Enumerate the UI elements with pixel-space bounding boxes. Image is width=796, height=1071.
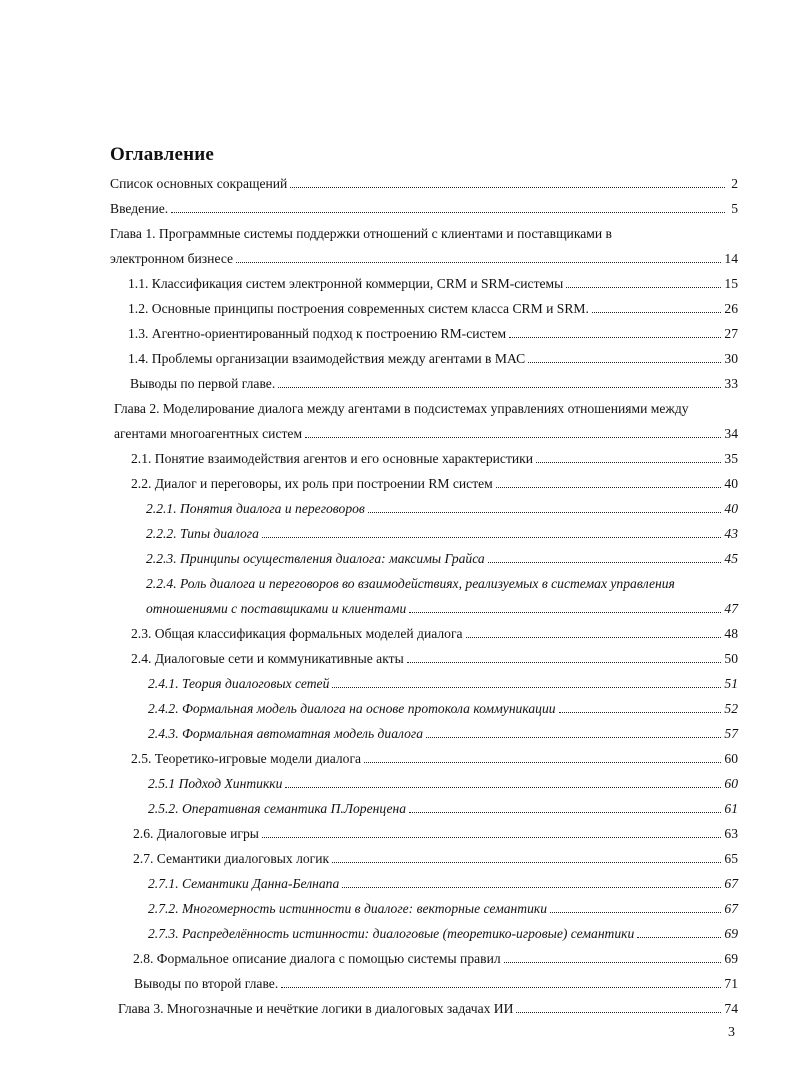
dot-leader [504, 962, 722, 963]
toc-entry[interactable] [146, 525, 738, 542]
dot-leader [262, 537, 722, 538]
toc-entry-title: 2.1. Понятие взаимодействия агентов и его основные характеристики [131, 451, 534, 466]
toc-entry-page: 61 [724, 801, 738, 816]
toc-entry-page: 50 [724, 651, 738, 666]
toc-entry-page: 14 [724, 251, 738, 266]
toc-entry[interactable] [131, 625, 738, 642]
toc-entry[interactable] [114, 425, 738, 442]
toc-entry[interactable] [148, 700, 738, 717]
toc-entry-title: 2.2. Диалог и переговоры, их роль при построении RM систем [131, 476, 493, 491]
toc-entry-page: 5 [731, 201, 738, 216]
dot-leader [409, 612, 721, 613]
toc-entry[interactable] [128, 275, 738, 292]
toc-entry-page: 27 [724, 326, 738, 341]
dot-leader [409, 812, 721, 813]
toc-entry[interactable] [131, 650, 738, 667]
dot-leader [285, 787, 721, 788]
toc-entry-page: 48 [724, 626, 738, 641]
toc-entry-title: 2.4.3. Формальная автоматная модель диалога [148, 726, 424, 741]
dot-leader [496, 487, 722, 488]
toc-entry-title: 2.4.2. Формальная модель диалога на основе протокола коммуникации [148, 701, 556, 716]
toc-entry-title: 1.3. Агентно-ориентированный подход к построению RM-систем [128, 326, 507, 341]
toc-entry-page: 67 [724, 901, 738, 916]
toc-entry-title: 2.2.3. Принципы осуществления диалога: максимы Грайса [146, 551, 485, 566]
toc-entry-first-line[interactable]: Глава 2. Моделирование диалога между агентами в подсистемах управлениях отношениями между [114, 401, 689, 416]
toc-entry-page: 51 [724, 676, 738, 691]
toc-entry-page: 74 [724, 1001, 738, 1016]
toc-entry-page: 33 [724, 376, 738, 391]
toc-entry-page: 52 [724, 701, 738, 716]
dot-leader [637, 937, 721, 938]
toc-entry[interactable] [118, 1000, 738, 1017]
page-number: 3 [728, 1025, 735, 1040]
dot-leader [171, 212, 725, 213]
toc-entry[interactable] [131, 750, 738, 767]
toc-entry[interactable] [130, 375, 738, 392]
toc-entry[interactable] [134, 975, 738, 992]
dot-leader [488, 562, 722, 563]
toc-entry-title: 2.5.1 Подход Хинтикки [148, 776, 283, 791]
toc-entry-page: 67 [724, 876, 738, 891]
toc-entry[interactable] [146, 550, 738, 567]
toc-entry-title: Список основных сокращений [110, 176, 288, 191]
dot-leader [466, 637, 722, 638]
toc-entry-title: 2.2.1. Понятия диалога и переговоров [146, 501, 365, 516]
dot-leader [407, 662, 722, 663]
dot-leader [516, 1012, 721, 1013]
toc-entry-title: 2.5. Теоретико-игровые модели диалога [131, 751, 362, 766]
dot-leader [559, 712, 722, 713]
toc-entry-page: 43 [724, 526, 738, 541]
dot-leader [509, 337, 721, 338]
toc-entry[interactable] [133, 950, 738, 967]
dot-leader [536, 462, 721, 463]
toc-entry-title: 2.7. Семантики диалоговых логик [133, 851, 330, 866]
toc-entry-page: 60 [724, 751, 738, 766]
toc-entry-title: 2.3. Общая классификация формальных моделей диалога [131, 626, 463, 641]
dot-leader [566, 287, 721, 288]
toc-entry-title: 2.5.2. Оперативная семантика П.Лоренцена [148, 801, 407, 816]
toc-entry-title: 1.2. Основные принципы построения современных систем класса CRM и SRM. [128, 301, 589, 316]
toc-entry[interactable] [148, 725, 738, 742]
dot-leader [236, 262, 721, 263]
toc-entry-title: 2.6. Диалоговые игры [133, 826, 259, 841]
toc-entry-page: 35 [724, 451, 738, 466]
toc-entry-title: 2.7.1. Семантики Данна-Белнапа [148, 876, 340, 891]
dot-leader [305, 437, 721, 438]
toc-heading: Оглавление [110, 144, 215, 165]
dot-leader [281, 987, 721, 988]
toc-entry-page: 40 [724, 501, 738, 516]
dot-leader [364, 762, 721, 763]
dot-leader [278, 387, 721, 388]
toc-entry[interactable] [146, 600, 738, 617]
toc-entry[interactable] [128, 300, 738, 317]
toc-entry-title: Выводы по второй главе. [134, 976, 279, 991]
dot-leader [332, 687, 721, 688]
toc-entry-title: 2.4. Диалоговые сети и коммуникативные акты [131, 651, 404, 666]
toc-entry-title: 2.7.3. Распределённость истинности: диалоговые (теоретико-игровые) семантики [148, 926, 635, 941]
toc-entry[interactable] [148, 925, 738, 942]
toc-entry-title-continuation: агентами многоагентных систем [114, 426, 303, 441]
toc-entry[interactable] [148, 775, 738, 792]
toc-entry-title: 2.8. Формальное описание диалога с помощью системы правил [133, 951, 501, 966]
toc-entry-page: 34 [724, 426, 738, 441]
dot-leader [368, 512, 722, 513]
dot-leader [342, 887, 721, 888]
toc-entry-page: 69 [724, 951, 738, 966]
dot-leader [426, 737, 721, 738]
dot-leader [528, 362, 721, 363]
toc-entry-first-line[interactable]: 2.2.4. Роль диалога и переговоров во взаимодействиях, реализуемых в системах управления [146, 576, 675, 591]
toc-entry-title-continuation: электронном бизнесе [110, 251, 234, 266]
toc-entry[interactable] [133, 850, 738, 867]
toc-entry-page: 47 [724, 601, 738, 616]
toc-entry[interactable] [148, 900, 738, 917]
toc-entry[interactable] [148, 800, 738, 817]
toc-entry[interactable] [131, 475, 738, 492]
toc-entry-title: Глава 3. Многозначные и нечёткие логики в диалоговых задачах ИИ [118, 1001, 514, 1016]
toc-entry-title: Введение. [110, 201, 169, 216]
toc-entry-title: 2.7.2. Многомерность истинности в диалоге: векторные семантики [148, 901, 548, 916]
toc-entry-title: 2.4.1. Теория диалоговых сетей [148, 676, 330, 691]
toc-entry-page: 71 [724, 976, 738, 991]
toc-entry-page: 65 [724, 851, 738, 866]
toc-entry-title: 1.1. Классификация систем электронной коммерции, CRM и SRM-системы [128, 276, 564, 291]
toc-entry-page: 60 [724, 776, 738, 791]
toc-entry-title: 1.4. Проблемы организации взаимодействия между агентами в МАС [128, 351, 526, 366]
toc-entry-title: Выводы по первой главе. [130, 376, 276, 391]
dot-leader [262, 837, 722, 838]
toc-entry[interactable] [110, 250, 738, 267]
toc-entry-title-continuation: отношениями с поставщиками и клиентами [146, 601, 407, 616]
toc-entry[interactable] [148, 875, 738, 892]
toc-entry-page: 30 [724, 351, 738, 366]
toc-entry[interactable] [148, 675, 738, 692]
toc-entry[interactable] [131, 450, 738, 467]
toc-entry[interactable] [128, 325, 738, 342]
toc-entry-first-line[interactable]: Глава 1. Программные системы поддержки отношений с клиентами и поставщиками в [110, 226, 612, 241]
dot-leader [550, 912, 721, 913]
dot-leader [332, 862, 721, 863]
dot-leader [592, 312, 722, 313]
toc-entry[interactable] [110, 200, 738, 217]
toc-entry-page: 45 [724, 551, 738, 566]
toc-entry[interactable] [146, 500, 738, 517]
dot-leader [290, 187, 725, 188]
toc-entry[interactable] [110, 175, 738, 192]
toc-entry-page: 69 [724, 926, 738, 941]
toc-entry-page: 63 [724, 826, 738, 841]
toc-entry-page: 15 [724, 276, 738, 291]
toc-entry-page: 57 [724, 726, 738, 741]
toc-entry[interactable] [128, 350, 738, 367]
toc-entry-page: 2 [731, 176, 738, 191]
toc-entry[interactable] [133, 825, 738, 842]
toc-entry-title: 2.2.2. Типы диалога [146, 526, 259, 541]
toc-entry-page: 26 [724, 301, 738, 316]
toc-entry-page: 40 [724, 476, 738, 491]
